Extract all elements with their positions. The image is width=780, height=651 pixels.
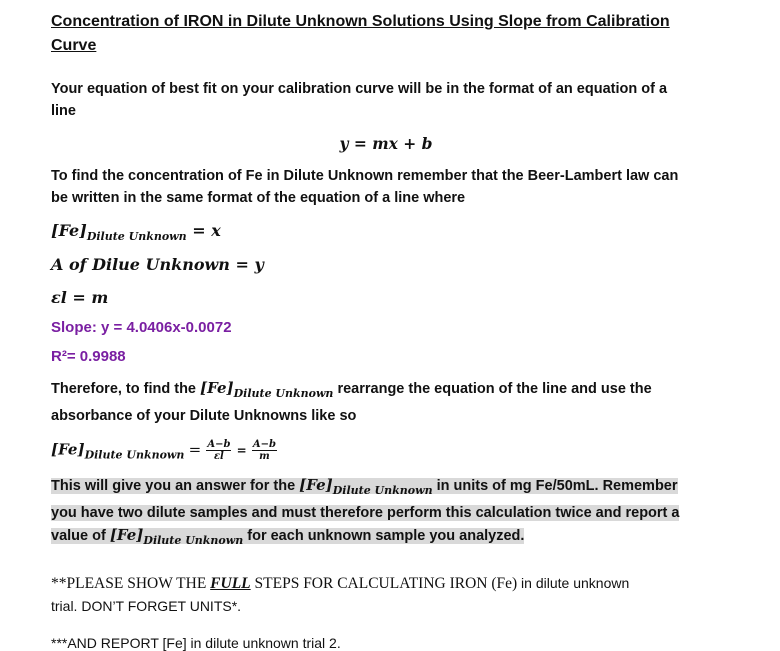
please-show-steps: **PLEASE SHOW THE FULL STEPS FOR CALCULATING IRON (Fe) in dilute unknown trial. DON’T FORGET UNITS*. bbox=[51, 575, 630, 614]
document-title: Concentration of IRON in Dilute Unknown Solutions Using Slope from Calibration Curve bbox=[51, 13, 670, 54]
line-equation: y = mx + b bbox=[339, 134, 433, 153]
epsilon-l-equals-m: εl = m bbox=[51, 288, 109, 307]
highlighted-paragraph: This will give you an answer for the $[Fe]_{Dilute Unknown}$ in units of mg Fe/50mL. Remember you have two dilute samples and must therefore perform this calculation twice and report a value of $[Fe]_{Dilute Unknown}$ for each unknown sample you analyzed. bbox=[51, 476, 680, 547]
fe-equals-x: $[Fe]_{Dilute Unknown} = x$ bbox=[51, 221, 221, 243]
fraction-a-minus-b-over-el: $\frac{A-b}{\varepsilon l}$ bbox=[207, 439, 231, 462]
intro-paragraph: Your equation of best fit on your calibration curve will be in the format of an equation of a line bbox=[51, 81, 668, 119]
fraction-a-minus-b-over-m: $\frac{A-b}{m}$ bbox=[252, 439, 277, 462]
slope-equation: Slope: y = 4.0406x-0.0072 bbox=[51, 319, 232, 336]
therefore-paragraph: Therefore, to find the $[Fe]_{Dilute Unknown}$ rearrange the equation of the line and use the absorbance of your Dilute Unknowns like so bbox=[51, 379, 652, 424]
beer-lambert-paragraph: To find the concentration of Fe in Dilute Unknown remember that the Beer-Lambert law can be written in the same format of the equation of a line where bbox=[51, 168, 679, 206]
report-instruction: ***AND REPORT [Fe] in dilute unknown trial 2. bbox=[51, 635, 341, 651]
document bbox=[51, 10, 711, 651]
absorbance-equals-y: A of Dilue Unknown = y bbox=[51, 255, 264, 274]
rearranged-equation: $[Fe]_{Dilute Unknown}$ = $\frac{A-b}{\varepsilon l}$ = $\frac{A-b}{m}$ bbox=[51, 439, 277, 462]
r-squared: R²= 0.9988 bbox=[51, 348, 126, 365]
